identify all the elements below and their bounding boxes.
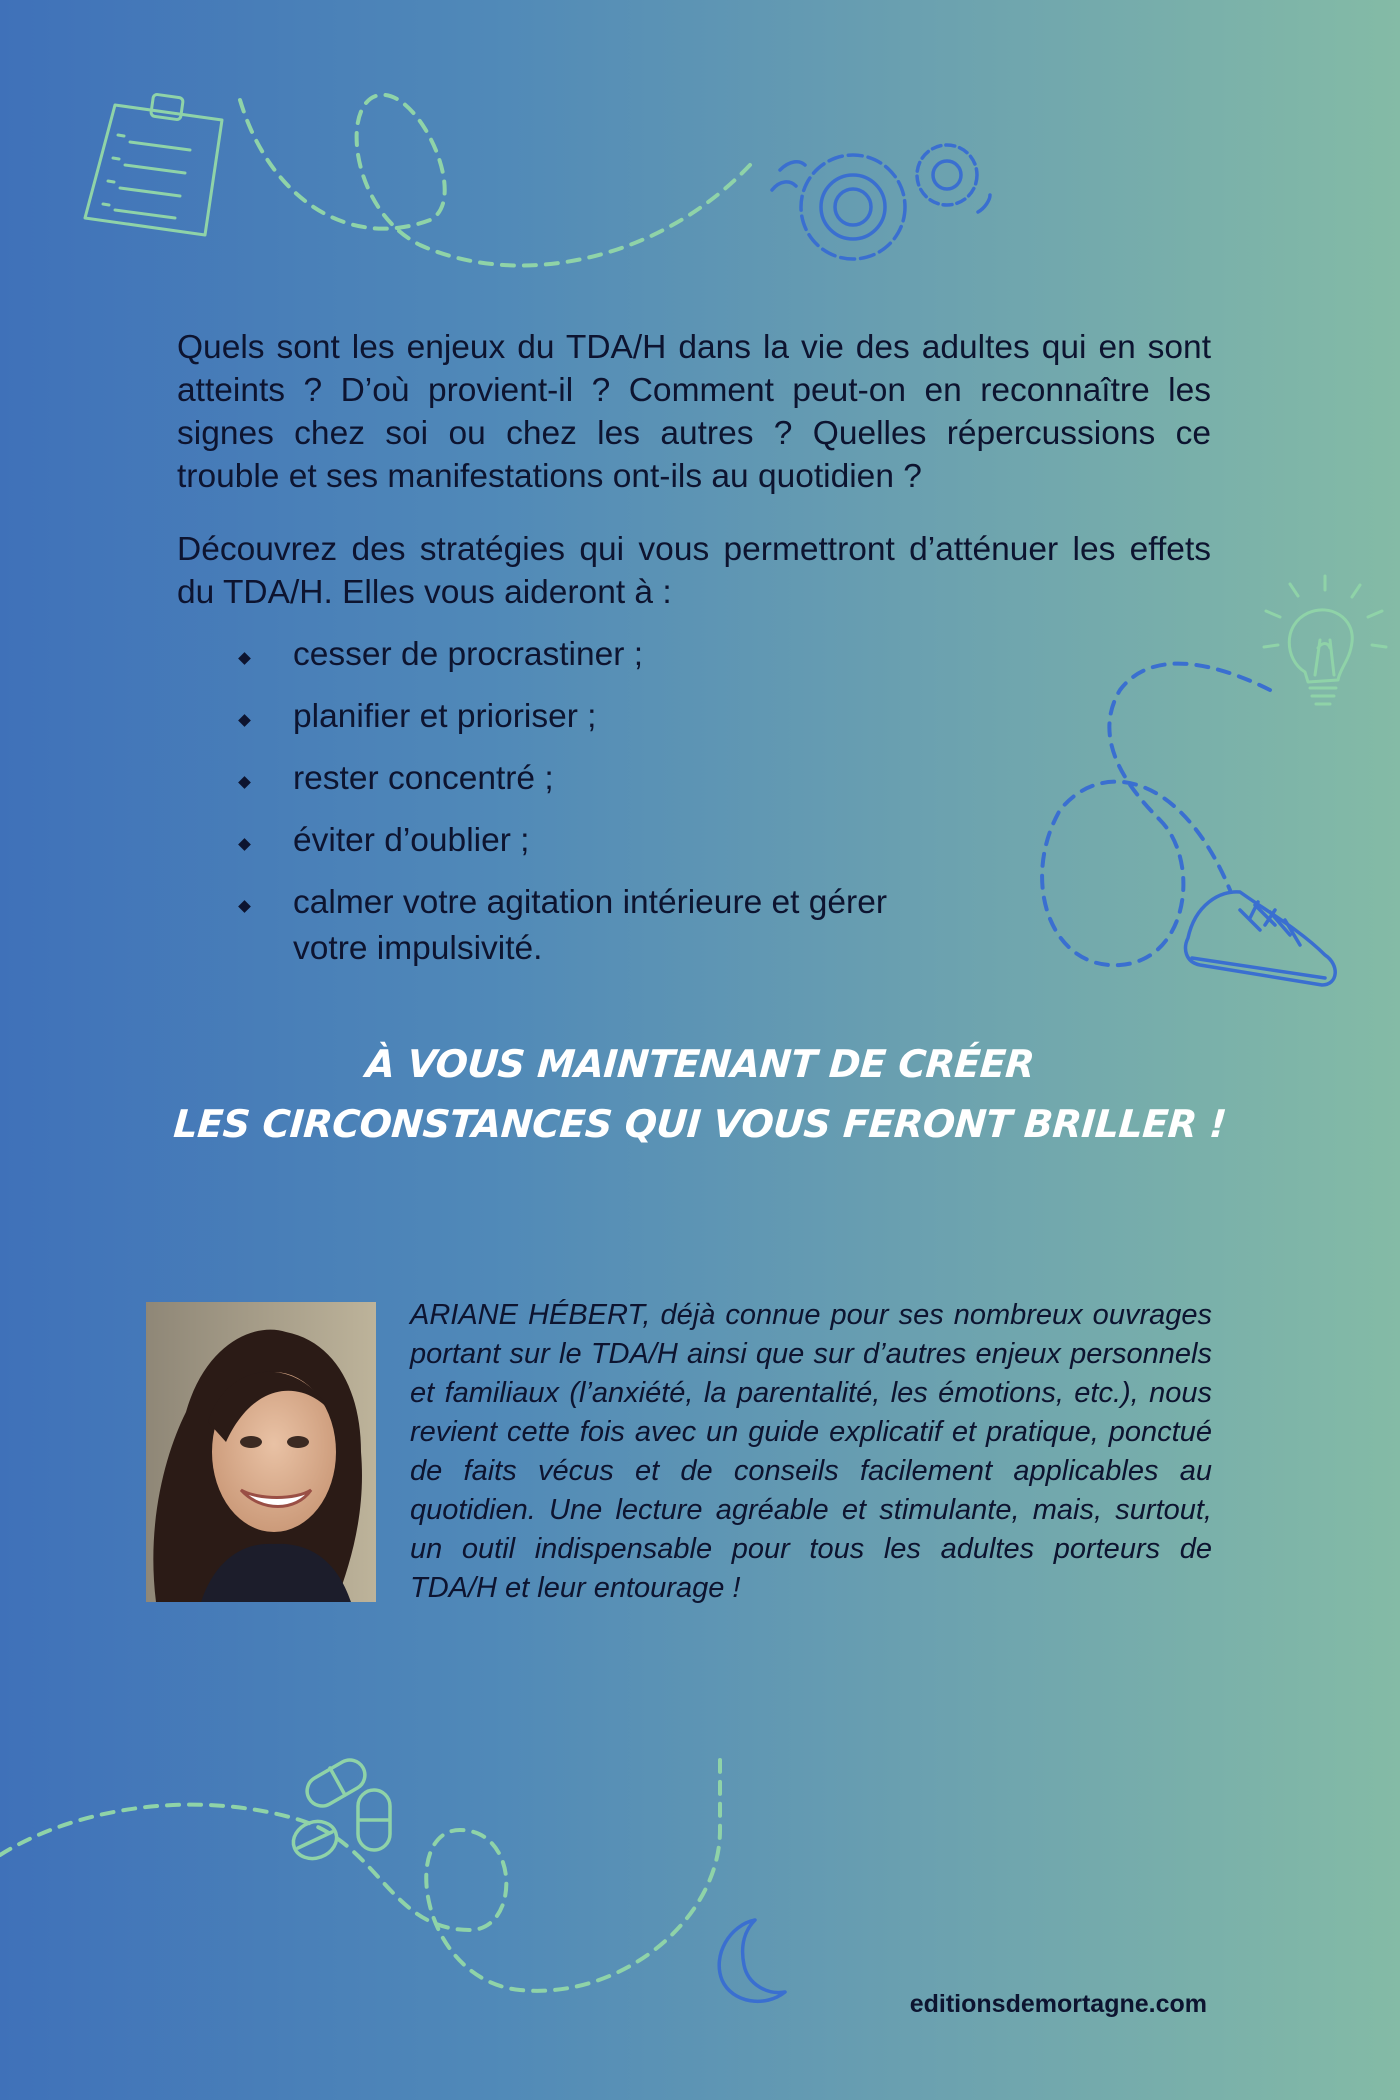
sneaker-icon — [1186, 892, 1336, 985]
dashed-path-right — [1042, 664, 1270, 966]
moon-icon — [719, 1920, 785, 2001]
strategy-list — [240, 632, 960, 988]
list-item-text: cesser de procrastiner ; — [293, 636, 644, 673]
list-item-text: éviter d’oublier ; — [293, 822, 530, 859]
intro-paragraph-questions: Quels sont les enjeux du TDA/H dans la vie des adultes qui en sont atteints ? D’où provient-il ? Comment peut-on en reconnaître les signes chez soi ou chez les autres ? Quelles répercussions ce trouble et ses manifestations ont-ils au quotidien ? — [177, 329, 1211, 495]
author-photo — [146, 1302, 376, 1602]
dashed-path-bottom — [0, 1760, 720, 1991]
gears-icon — [772, 145, 990, 259]
list-item — [240, 756, 960, 802]
clipboard-icon — [85, 94, 222, 235]
author-bio: ARIANE HÉBERT, déjà connue pour ses nombreux ouvrages portant sur le TDA/H ainsi que sur d’autres enjeux personnels et familiaux (l’anxiété, la parentalité, les émotions, etc.), nous revient cette fois avec un guide explicatif et pratique, ponctué de faits vécus et de conseils facilement applicables au quotidien. Une lecture agréable et stimulante, mais, surtout, un outil indispensable pour tous les adultes porteurs de TDA/H et leur entourage ! — [410, 1299, 1212, 1604]
pills-icon — [288, 1755, 390, 1865]
list-item — [240, 632, 960, 678]
dashed-path-top — [240, 95, 750, 266]
bullet-icon — [238, 776, 251, 789]
list-item-text: calmer votre agitation intérieure et gérer votre impulsivité. — [293, 884, 887, 967]
bullet-icon — [238, 900, 251, 913]
publisher-url: editionsdemortagne.com — [909, 1990, 1207, 2018]
list-item-text: planifier et prioriser ; — [293, 698, 597, 735]
bullet-icon — [238, 652, 251, 665]
slogan-line-2: LES CIRCONSTANCES QUI VOUS FERONT BRILLER ! — [172, 1102, 1228, 1146]
bullet-icon — [238, 838, 251, 851]
list-item — [240, 818, 960, 864]
lightbulb-icon — [1264, 576, 1386, 704]
slogan-line-1: À VOUS MAINTENANT DE CRÉER — [364, 1042, 1036, 1086]
list-item — [240, 694, 960, 740]
bullet-icon — [238, 714, 251, 727]
intro-paragraph-strategies: Découvrez des stratégies qui vous permettront d’atténuer les effets du TDA/H. Elles vous aideront à : — [177, 531, 1211, 611]
list-item — [240, 880, 960, 972]
list-item-text: rester concentré ; — [293, 760, 554, 797]
